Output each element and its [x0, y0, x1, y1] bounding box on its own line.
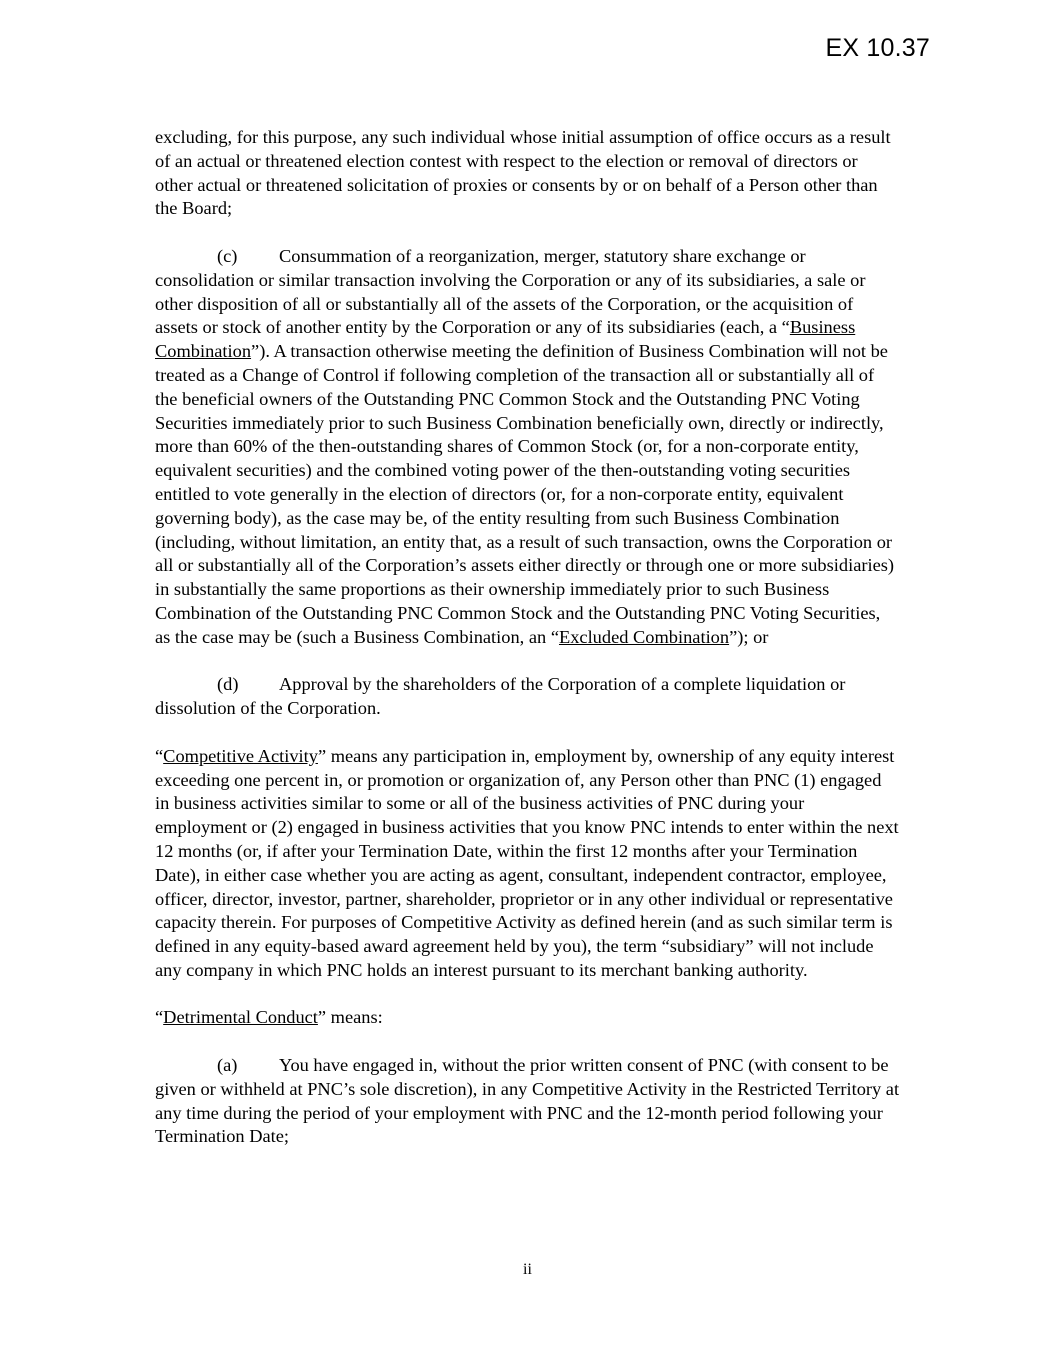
paragraph-a	[155, 1054, 900, 1149]
paragraph-a-text: You have engaged in, without the prior written consent of PNC (with consent to be given or withheld at PNC’s sole discretion), in any Competitive Activity in the Restricted Territory at any time during the period of your employment with PNC and the 12-month period following your Termination Date;	[155, 1055, 900, 1147]
paragraph-detrimental-conduct	[155, 1006, 900, 1030]
item-label-d: (d)	[217, 674, 239, 695]
exhibit-label: EX 10.37	[825, 34, 930, 62]
paragraph-continuation: excluding, for this purpose, any such individual whose initial assumption of office occurs as a result of an actual or threatened election contest with respect to the election or removal of directors or other actual or threatened solicitation of proxies or consents by or on behalf of a Person other than the Board;	[155, 127, 891, 219]
paragraph-c	[155, 245, 900, 650]
paragraph-c-text-1: Consummation of a reorganization, merger, statutory share exchange or consolidation or similar transaction involving the Corporation or any of its subsidiaries, a sale or other disposition of all or substantially all of the assets of the Corporation, or the acquisition of assets or stock of another entity by the Corporation or any of its subsidiaries (each, a “	[155, 245, 866, 338]
term-excluded-combination: Excluded Combination	[558, 626, 730, 647]
paragraph-d-text: Approval by the shareholders of the Corporation of a complete liquidation or dissolution of the Corporation.	[155, 674, 846, 719]
paragraph-c-text-3: ”); or	[729, 626, 769, 647]
item-label-c: (c)	[217, 245, 238, 266]
page-number: ii	[523, 1261, 532, 1278]
paragraph-d	[155, 673, 900, 721]
paragraph-detrimental-text: ” means:	[317, 1007, 383, 1028]
paragraph-c-text-2: ”). A transaction otherwise meeting the definition of Business Combination will not be treated as a Change of Control if following completion of the transaction all or substantially all of the beneficial owners of the Outstanding PNC Common Stock and the Outstanding PNC Voting Securities immediately prior to such Business Combination beneficially own, directly or indirectly, more than 60% of the then-outstanding shares of Common Stock (or, for a non-corporate entity, equivalent securities) and the combined voting power of the then-outstanding voting securities entitled to vote generally in the election of directors (or, for a non-corporate entity, equivalent governing body), as the case may be, of the entity resulting from such Business Combination (including, without limitation, an entity that, as a result of such transaction, owns the Corporation or all or substantially all of the Corporation’s assets either directly or through one or more subsidiaries) in substantially the same proportions as their ownership immediately prior to such Business Combination of the Outstanding PNC Common Stock and the Outstanding PNC Voting Securities, as the case may be (such a Business Combination, an “	[155, 341, 895, 647]
quote-open: “	[155, 745, 164, 766]
term-competitive-activity: Competitive Activity	[163, 745, 318, 766]
document-body	[155, 126, 900, 1173]
paragraph-competitive-text: ” means any participation in, employment by, ownership of any equity interest exceeding one percent in, or promotion or organization of, any Person other than PNC (1) engaged in business activities similar to some or all of the business activities of PNC during your employment or (2) engaged in business activities that you know PNC intends to enter within the next 12 months (or, if after your Termination Date, within the first 12 months after your Termination Date), in either case whether you are acting as agent, consultant, independent contractor, employee, officer, director, investor, partner, shareholder, proprietor or in any other individual or representative capacity therein. For purposes of Competitive Activity as defined herein (and as such similar term is defined in any equity-based award agreement held by you), the term “subsidiary” will not include any company in which PNC holds an interest pursuant to its merchant banking authority.	[155, 745, 899, 980]
term-detrimental-conduct: Detrimental Conduct	[163, 1007, 318, 1028]
quote-open: “	[155, 1007, 164, 1028]
term-business-combination: Business Combination	[155, 317, 856, 362]
paragraph-competitive-activity	[155, 745, 900, 983]
item-label-a: (a)	[217, 1055, 238, 1076]
